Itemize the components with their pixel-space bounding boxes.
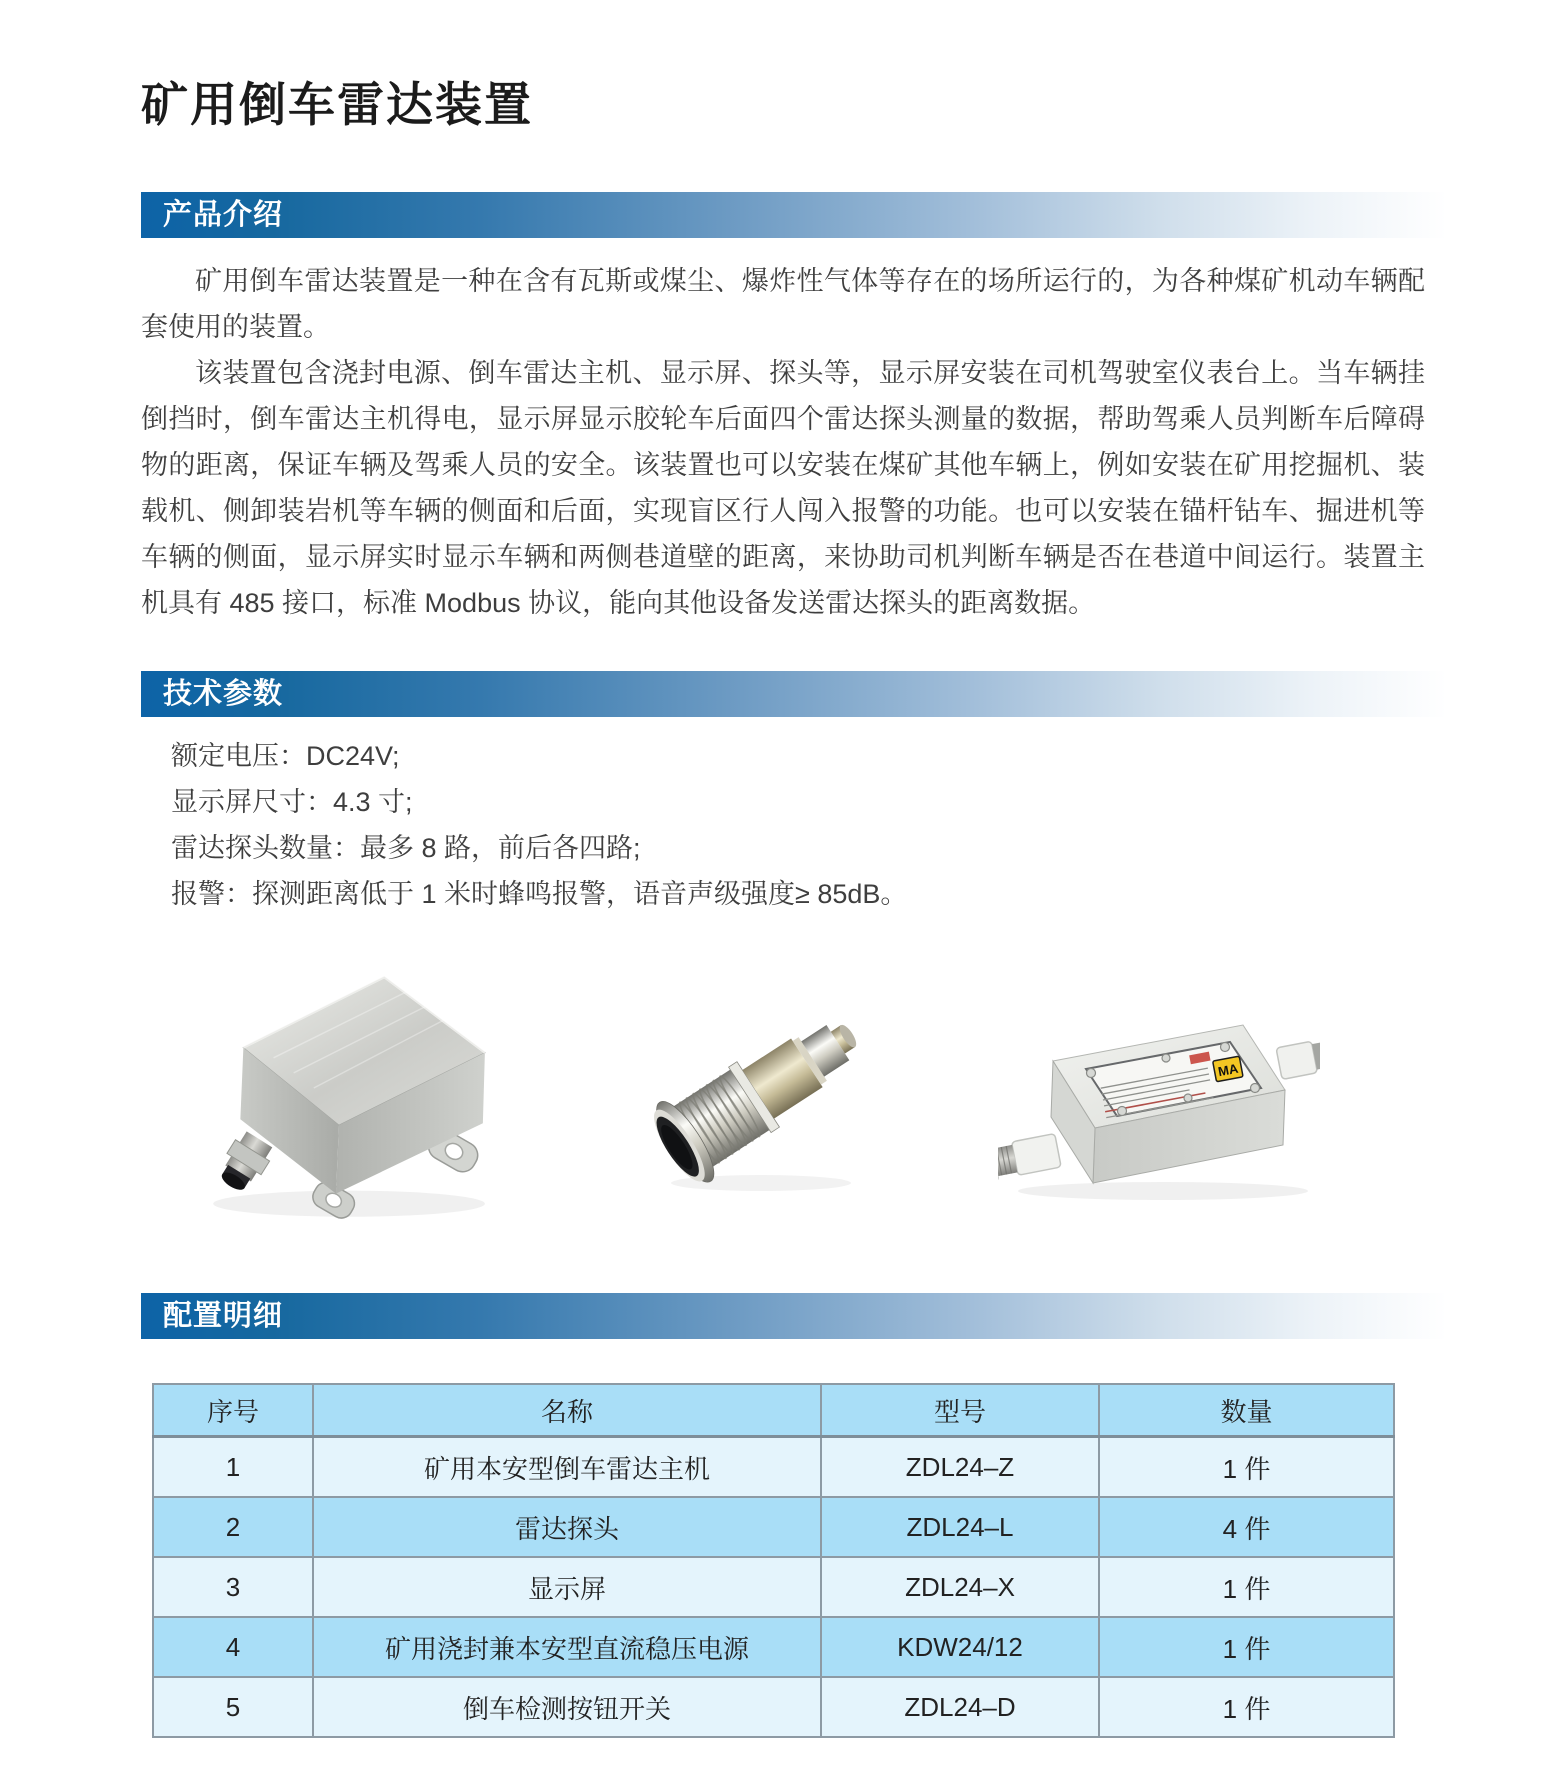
cell-qty: 4 件	[1099, 1497, 1394, 1557]
intro-paragraph-2: 该装置包含浇封电源、倒车雷达主机、显示屏、探头等，显示屏安装在司机驾驶室仪表台上。当车辆挂倒挡时，倒车雷达主机得电，显示屏显示胶轮车后面四个雷达探头测量的数据，帮助驾乘人员判断车后障碍物的距离，保证车辆及驾乘人员的安全。该装置也可以安装在煤矿其他车辆上，例如安装在矿用挖掘机、装载机、侧卸装岩机等车辆的侧面和后面，实现盲区行人闯入报警的功能。也可以安装在锚杆钻车、掘进机等车辆的侧面，显示屏实时显示车辆和两侧巷道壁的距离，来协助司机判断车辆是否在巷道中间运行。装置主机具有 485 接口，标准 Modbus 协议，能向其他设备发送雷达探头的距离数据。	[141, 358, 1425, 618]
table-row	[153, 1677, 1394, 1737]
cell-qty: 1 件	[1099, 1557, 1394, 1617]
intro-paragraphs	[141, 258, 1425, 626]
table-row	[153, 1617, 1394, 1677]
cell-name: 矿用本安型倒车雷达主机	[313, 1437, 821, 1498]
radar-probe-photo	[643, 1003, 887, 1195]
cell-qty: 1 件	[1099, 1617, 1394, 1677]
cell-name: 倒车检测按钮开关	[313, 1677, 821, 1737]
radar-host-photo	[183, 952, 505, 1224]
spec-display-size: 显示屏尺寸：4.3 寸;	[171, 787, 413, 817]
cell-index: 5	[153, 1677, 313, 1737]
cell-model: ZDL24–L	[821, 1497, 1099, 1557]
col-header-qty: 数量	[1099, 1384, 1394, 1437]
col-header-model: 型号	[821, 1384, 1099, 1437]
cell-model: KDW24/12	[821, 1617, 1099, 1677]
table-row	[153, 1437, 1394, 1498]
cell-index: 1	[153, 1437, 313, 1498]
cell-index: 3	[153, 1557, 313, 1617]
tech-spec-list	[171, 733, 907, 917]
cell-model: ZDL24–X	[821, 1557, 1099, 1617]
cell-model: ZDL24–D	[821, 1677, 1099, 1737]
cell-index: 2	[153, 1497, 313, 1557]
section-header-intro: 产品介绍	[141, 192, 1447, 238]
config-table-header-row	[153, 1384, 1394, 1437]
cell-model: ZDL24–Z	[821, 1437, 1099, 1498]
cell-qty: 1 件	[1099, 1437, 1394, 1498]
cell-index: 4	[153, 1617, 313, 1677]
col-header-name: 名称	[313, 1384, 821, 1437]
cell-name: 雷达探头	[313, 1497, 821, 1557]
cell-qty: 1 件	[1099, 1677, 1394, 1737]
spec-probe-count: 雷达探头数量：最多 8 路，前后各四路;	[171, 833, 641, 863]
spec-rated-voltage: 额定电压：DC24V;	[171, 741, 400, 771]
intro-paragraph-1: 矿用倒车雷达装置是一种在含有瓦斯或煤尘、爆炸性气体等存在的场所运行的，为各种煤矿机动车辆配套使用的装置。	[141, 266, 1425, 342]
ma-certification-logo: MA	[1216, 1060, 1240, 1080]
col-header-index: 序号	[153, 1384, 313, 1437]
cell-name: 矿用浇封兼本安型直流稳压电源	[313, 1617, 821, 1677]
config-table	[152, 1383, 1395, 1738]
spec-alarm: 报警：探测距离低于 1 米时蜂鸣报警，语音声级强度≥ 85dB。	[171, 879, 908, 909]
section-header-config: 配置明细	[141, 1293, 1447, 1339]
table-row	[153, 1497, 1394, 1557]
table-row	[153, 1557, 1394, 1617]
section-header-tech: 技术参数	[141, 671, 1447, 717]
page-title: 矿用倒车雷达装置	[141, 78, 533, 131]
power-supply-photo	[998, 993, 1320, 1205]
cell-name: 显示屏	[313, 1557, 821, 1617]
